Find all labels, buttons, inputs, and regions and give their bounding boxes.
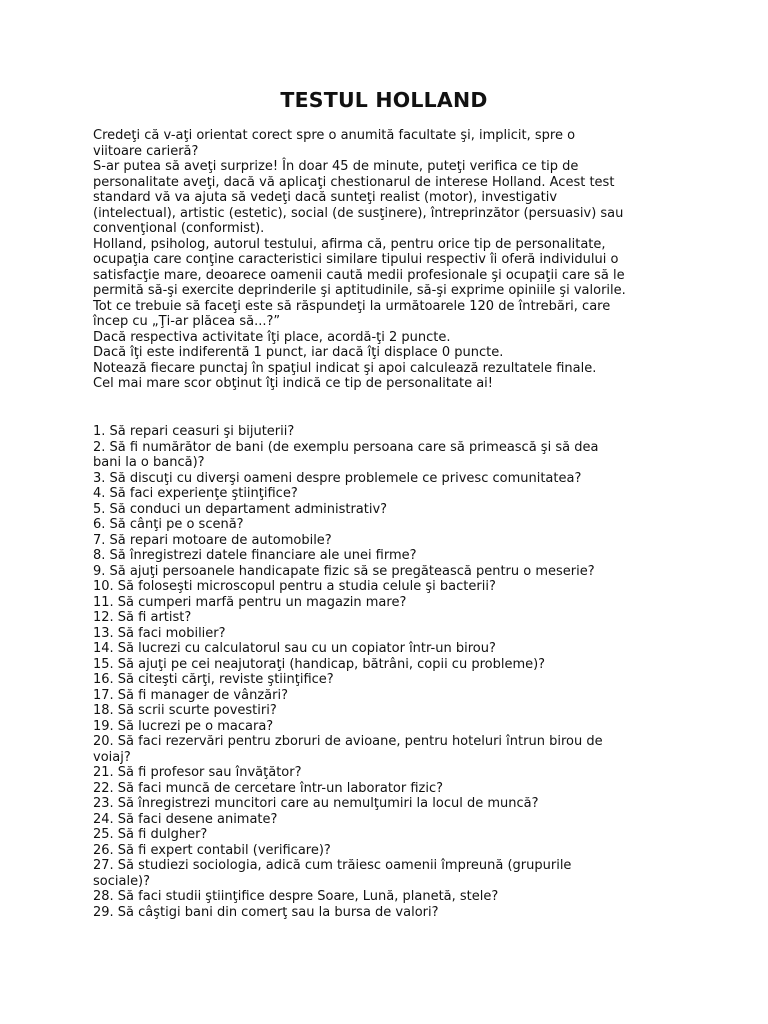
question-line: 24. Să faci desene animate? <box>93 811 278 827</box>
intro-line: permită să-şi exercite deprinderile şi aptitudinile, să-şi exprime opiniile şi valorile. <box>93 283 626 298</box>
question-line: 25. Să fi dulgher? <box>93 827 208 842</box>
question-line: 18. Să scrii scurte povestiri? <box>93 703 277 718</box>
question-line: 5. Să conduci un departament administrativ? <box>93 501 388 517</box>
question-line: 20. Să faci rezervări pentru zboruri de avioane, pentru hoteluri întrun birou de <box>93 734 603 749</box>
question-line: 11. Să cumperi marfă pentru un magazin mare? <box>93 594 407 610</box>
intro-section <box>93 128 683 392</box>
intro-line: satisfacţie mare, deoarece oamenii caută medii profesionale şi ocupaţii care să le <box>93 267 625 283</box>
question-line: 8. Să înregistrezi datele financiare ale unei firme? <box>93 548 417 563</box>
intro-line: Holland, psiholog, autorul testului, afirma că, pentru orice tip de personalitate, <box>93 236 606 252</box>
question-line: 29. Să câştigi bani din comerţ sau la bursa de valori? <box>93 904 439 920</box>
questions-list <box>93 424 683 920</box>
intro-line: standard vă va ajuta să vedeţi dacă sunteţi realist (motor), investigativ <box>93 190 558 205</box>
question-line: 21. Să fi profesor sau învăţător? <box>93 765 302 780</box>
intro-line: personalitate aveţi, dacă vă aplicaţi chestionarul de interese Holland. Acest test <box>93 174 615 190</box>
question-line: 28. Să faci studii ştiinţifice despre Soare, Lună, planetă, stele? <box>93 889 499 904</box>
question-line: 6. Să cânţi pe o scenă? <box>93 517 244 532</box>
question-line: 26. Să fi expert contabil (verificare)? <box>93 842 331 858</box>
question-line: 10. Să foloseşti microscopul pentru a studia celule şi bacterii? <box>93 579 496 594</box>
question-line: 7. Să repari motoare de automobile? <box>93 532 332 548</box>
intro-line: Notează fiecare punctaj în spaţiul indicat şi apoi calculează rezultatele finale. <box>93 360 597 376</box>
intro-line: Dacă îţi este indiferentă 1 punct, iar dacă îţi displace 0 puncte. <box>93 345 504 360</box>
question-line: 27. Să studiezi sociologia, adică cum trăiesc oamenii împreună (grupurile <box>93 858 572 873</box>
intro-line: Tot ce trebuie să faceţi este să răspundeţi la următoarele 120 de întrebări, care <box>93 298 611 314</box>
intro-line: S-ar putea să aveţi surprize! În doar 45 de minute, puteţi verifica ce tip de <box>93 159 579 174</box>
intro-line: (intelectual), artistic (estetic), social (de susţinere), întreprinzător (persuasiv) sau <box>93 205 624 221</box>
intro-line: Cel mai mare scor obţinut îţi indică ce tip de personalitate ai! <box>93 376 493 391</box>
intro-line: convenţional (conformist). <box>93 221 265 236</box>
question-line: voiaj? <box>93 749 131 765</box>
question-line: 16. Să citeşti cărţi, reviste ştiinţifice? <box>93 672 334 687</box>
question-line: 15. Să ajuţi pe cei neajutoraţi (handicap, bătrâni, copii cu probleme)? <box>93 656 546 672</box>
question-line: 13. Să faci mobilier? <box>93 625 226 641</box>
question-line: 4. Să faci experienţe ştiinţifice? <box>93 486 298 501</box>
page-title: TESTUL HOLLAND <box>280 88 488 112</box>
question-line: 2. Să fi numărător de bani (de exemplu persoana care să primească şi să dea <box>93 439 599 455</box>
question-line: 1. Să repari ceasuri şi bijuterii? <box>93 424 295 439</box>
question-line: 22. Să faci muncă de cercetare într-un laborator fizic? <box>93 780 444 796</box>
intro-line: încep cu „Ţi-ar plăcea să...?” <box>93 314 281 329</box>
intro-line: Dacă respectiva activitate îţi place, acordă-ţi 2 puncte. <box>93 329 451 345</box>
intro-line: ocupaţia care conţine caracteristici similare tipului respectiv îi oferă individului o <box>93 252 619 267</box>
question-line: 12. Să fi artist? <box>93 610 192 625</box>
intro-line: viitoare carieră? <box>93 143 199 159</box>
question-line: 9. Să ajuţi persoanele handicapate fizic să se pregătească pentru o meserie? <box>93 563 595 579</box>
question-line: sociale)? <box>93 873 151 889</box>
question-line: bani la o bancă)? <box>93 455 205 470</box>
question-line: 14. Să lucrezi cu calculatorul sau cu un copiator într-un birou? <box>93 641 496 656</box>
intro-line: Credeţi că v-aţi orientat corect spre o anumită facultate şi, implicit, spre o <box>93 128 576 143</box>
question-line: 23. Să înregistrezi muncitori care au nemulţumiri la locul de muncă? <box>93 796 539 811</box>
question-line: 17. Să fi manager de vânzări? <box>93 687 288 703</box>
question-line: 3. Să discuţi cu diverşi oameni despre problemele ce privesc comunitatea? <box>93 470 582 486</box>
question-line: 19. Să lucrezi pe o macara? <box>93 718 274 734</box>
